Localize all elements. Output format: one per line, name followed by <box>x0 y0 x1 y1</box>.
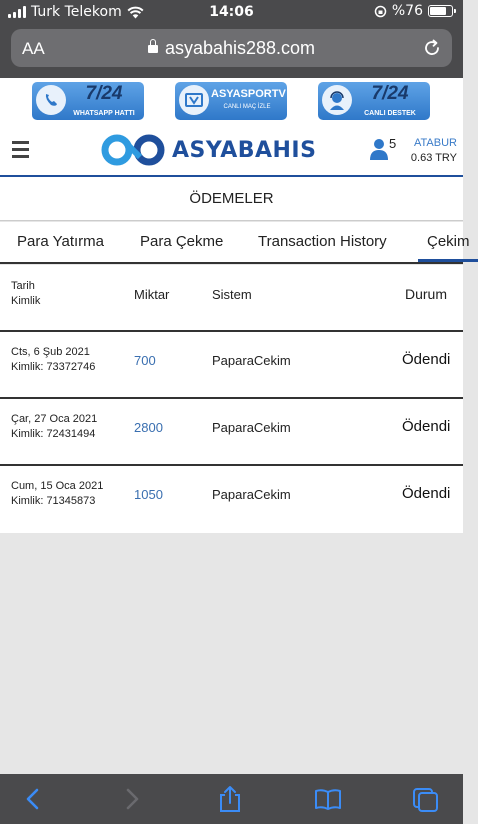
promo-subtitle: CANLI DESTEK <box>364 110 416 117</box>
balance: 0.63 TRY <box>410 152 457 164</box>
browser-address-area <box>0 24 463 78</box>
date-id-cell <box>11 479 103 509</box>
sportv-promo-button[interactable] <box>175 82 287 120</box>
user-account-area[interactable] <box>367 134 457 168</box>
battery-icon <box>428 5 453 17</box>
live-support-promo-button[interactable] <box>318 82 430 120</box>
payment-tabs <box>0 222 470 264</box>
page-title: ÖDEMELER <box>0 177 463 221</box>
tab-deposit[interactable]: Para Yatırma <box>17 233 104 250</box>
id-cell: Kimlik: 72431494 <box>11 428 96 440</box>
rotation-lock-icon <box>374 5 387 18</box>
logo-mark-icon <box>100 133 166 167</box>
username-link[interactable]: ATABUR <box>414 137 457 149</box>
forward-icon[interactable] <box>117 784 147 814</box>
text-size-button[interactable]: AA <box>22 39 45 58</box>
system-cell: PaparaCekim <box>212 487 291 502</box>
tab-transaction-history[interactable]: Transaction History <box>258 233 387 250</box>
id-header: Kimlik <box>11 295 41 307</box>
amount-cell: 700 <box>134 353 156 368</box>
id-cell: Kimlik: 73372746 <box>11 361 96 373</box>
clock: 14:06 <box>209 4 254 20</box>
bookmarks-icon[interactable] <box>313 784 343 814</box>
promo-title: 7/24 <box>85 83 123 104</box>
status-cell: Ödendi <box>402 418 451 435</box>
whatsapp-icon <box>36 85 66 115</box>
share-icon[interactable] <box>215 784 245 814</box>
table-header <box>0 265 463 332</box>
support-agent-icon <box>322 85 352 115</box>
table-row <box>0 332 463 399</box>
reload-icon[interactable] <box>422 38 442 58</box>
status-cell: Ödendi <box>402 485 451 502</box>
tab-withdraw[interactable]: Para Çekme <box>140 233 224 250</box>
notification-count: 5 <box>389 136 397 151</box>
tabs-icon[interactable] <box>411 784 441 814</box>
logo-text: ASYABAHIS <box>172 137 317 163</box>
id-cell: Kimlik: 71345873 <box>11 495 96 507</box>
hamburger-menu-icon[interactable] <box>12 141 29 157</box>
address-bar[interactable] <box>11 29 452 67</box>
battery-info <box>374 3 453 19</box>
table-row <box>0 399 463 466</box>
carrier-name: Turk Telekom <box>31 4 122 20</box>
amount-cell: 2800 <box>134 420 163 435</box>
amount-cell: 1050 <box>134 487 163 502</box>
battery-percent: %76 <box>391 3 423 19</box>
table-row <box>0 466 463 533</box>
whatsapp-promo-button[interactable] <box>32 82 144 120</box>
system-cell: PaparaCekim <box>212 420 291 435</box>
date-cell: Cum, 15 Oca 2021 <box>11 480 104 492</box>
promo-title: 7/24 <box>371 83 409 104</box>
date-id-cell <box>11 345 95 375</box>
site-header <box>0 78 463 177</box>
back-icon[interactable] <box>18 784 48 814</box>
system-header: Sistem <box>212 287 252 302</box>
site-logo[interactable] <box>100 133 316 167</box>
date-header: Tarih <box>11 280 35 292</box>
status-bar <box>0 0 463 24</box>
amount-header: Miktar <box>134 287 170 302</box>
user-icon[interactable] <box>369 138 389 160</box>
tv-icon <box>179 85 209 115</box>
status-cell: Ödendi <box>402 351 451 368</box>
date-cell: Çar, 27 Oca 2021 <box>11 413 98 425</box>
promo-subtitle: CANLI MAÇ İZLE <box>223 104 271 110</box>
promo-bar <box>0 82 463 120</box>
tab-withdrawals[interactable]: Çekim <box>418 222 478 262</box>
system-cell: PaparaCekim <box>212 353 291 368</box>
date-id-header <box>11 279 40 309</box>
browser-toolbar <box>0 774 463 824</box>
date-cell: Cts, 6 Şub 2021 <box>11 346 90 358</box>
promo-subtitle: WHATSAPP HATTI <box>73 110 135 117</box>
url-field[interactable] <box>11 38 452 59</box>
status-header: Durum <box>405 286 448 302</box>
url-text: asyabahis288.com <box>164 38 316 58</box>
date-id-cell <box>11 412 97 442</box>
withdrawals-table <box>0 265 463 533</box>
lock-icon <box>148 45 158 53</box>
promo-title: ASYASPORTV <box>211 88 286 100</box>
